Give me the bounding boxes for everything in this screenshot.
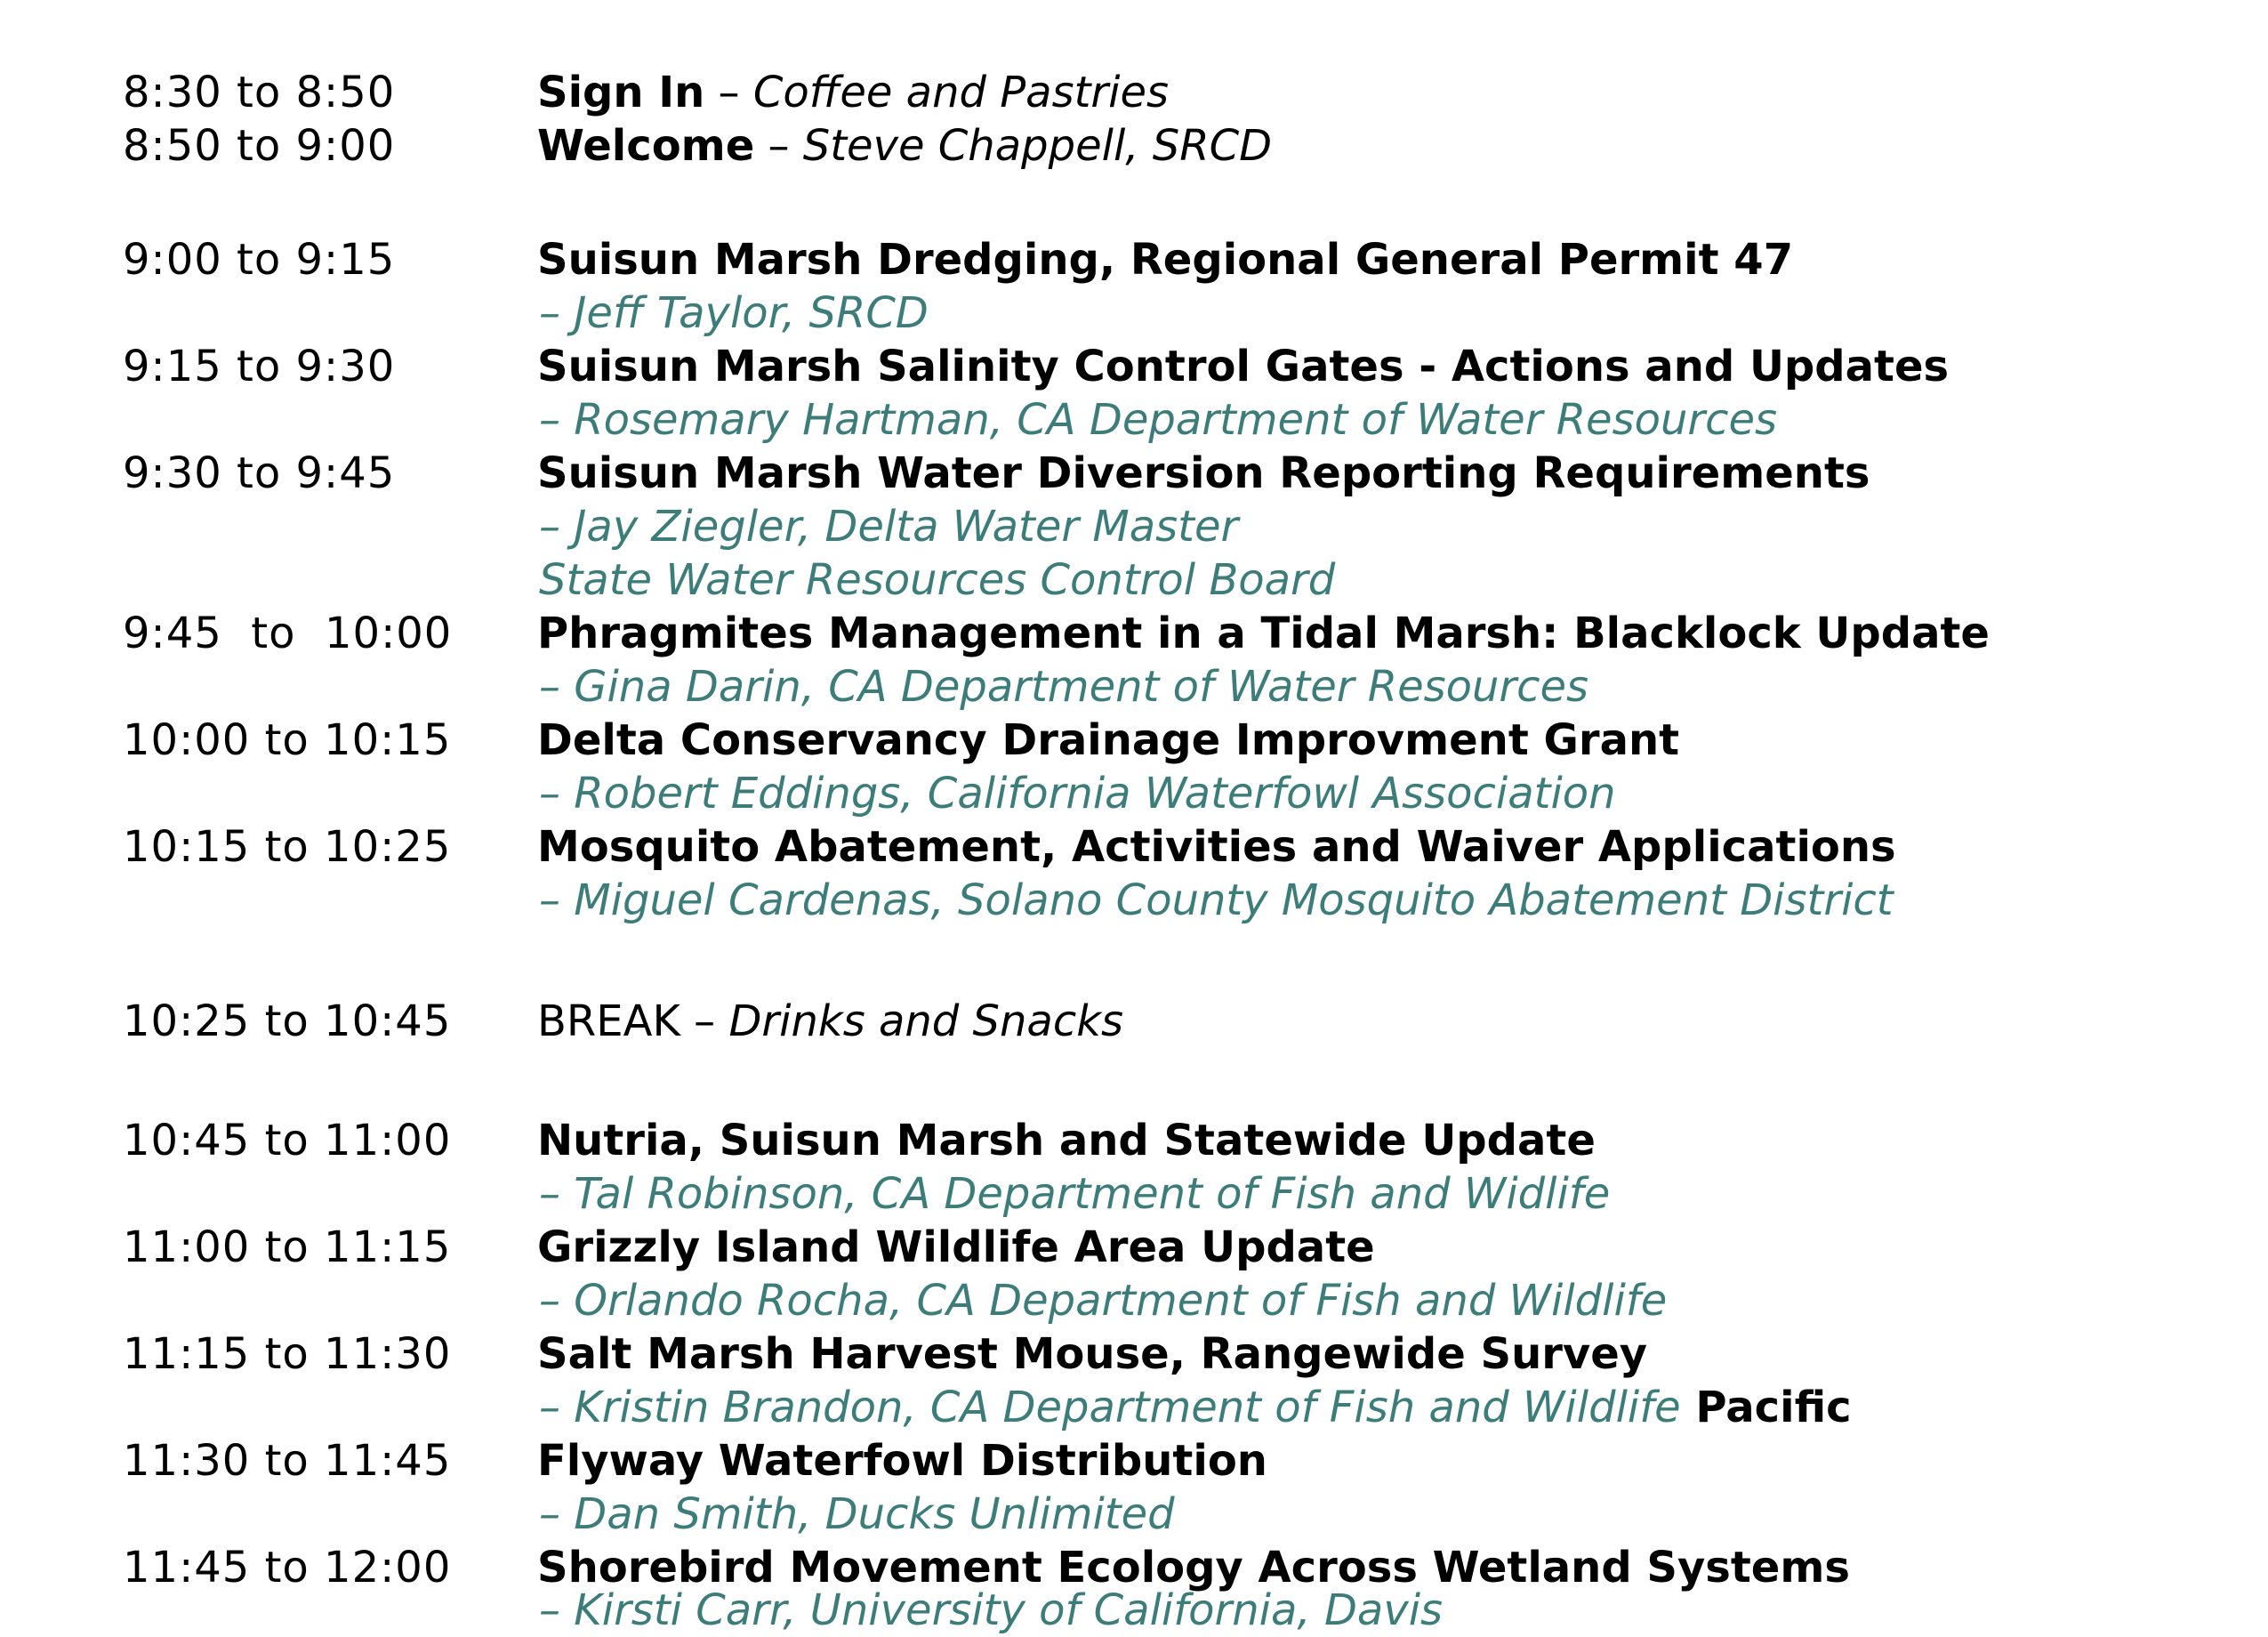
agenda-item-drainage xyxy=(0,714,2268,767)
speaker-name: – Kirsti Carr, University of California, Davis xyxy=(539,1585,1444,1635)
time-slot: 9:00 to 9:15 xyxy=(123,235,396,285)
session-title: Salt Marsh Harvest Mouse, Rangewide Survey xyxy=(537,1329,1648,1379)
agenda-item-salinity xyxy=(0,340,2268,393)
speaker-name: – Robert Eddings, California Waterfowl Association xyxy=(539,769,1616,818)
agenda-speaker-dredging xyxy=(0,286,2268,340)
session-title: Flyway Waterfowl Distribution xyxy=(537,1436,1267,1486)
agenda-speaker-salinity xyxy=(0,393,2268,447)
agenda-speaker-diversion-affiliation xyxy=(0,553,2268,607)
speaker-name: – Rosemary Hartman, CA Department of Water Resources xyxy=(539,395,1778,445)
separator: – xyxy=(680,996,729,1046)
agenda-speaker-flyway xyxy=(0,1488,2268,1541)
time-slot: 11:15 to 11:30 xyxy=(123,1329,452,1379)
session-title: BREAK xyxy=(537,996,680,1046)
time-slot: 10:25 to 10:45 xyxy=(123,996,452,1046)
agenda-speaker-phragmites xyxy=(0,660,2268,714)
speaker-name: – Jay Ziegler, Delta Water Master xyxy=(539,502,1239,552)
speaker-name: – Jeff Taylor, SRCD xyxy=(539,288,929,338)
session-line xyxy=(537,66,1169,119)
agenda-item-phragmites xyxy=(0,607,2268,660)
session-detail: Coffee and Pastries xyxy=(752,68,1170,117)
speaker-name: – Kristin Brandon, CA Department of Fish and Wildlife xyxy=(539,1383,1681,1432)
agenda-item-nutria xyxy=(0,1114,2268,1167)
agenda-speaker-nutria xyxy=(0,1167,2268,1221)
time-slot: 9:45 to 10:00 xyxy=(123,609,453,658)
time-slot: 9:15 to 9:30 xyxy=(123,342,396,391)
session-title: Grizzly Island Wildlife Area Update xyxy=(537,1222,1375,1272)
agenda-item-signin xyxy=(0,66,2268,119)
time-slot: 8:30 to 8:50 xyxy=(123,68,396,117)
speaker-name: – Tal Robinson, CA Department of Fish and Widlife xyxy=(539,1169,1611,1219)
session-title: Welcome xyxy=(537,121,755,171)
time-slot: 11:30 to 11:45 xyxy=(123,1436,452,1486)
session-title: Mosquito Abatement, Activities and Waiver Applications xyxy=(537,822,1896,872)
time-slot: 8:50 to 9:00 xyxy=(123,121,396,171)
speaker-line xyxy=(539,1381,1852,1434)
session-title: Shorebird Movement Ecology Across Wetland Systems xyxy=(537,1543,1850,1593)
agenda-item-mouse xyxy=(0,1327,2268,1381)
agenda-item-diversion xyxy=(0,447,2268,500)
separator: – xyxy=(704,68,753,117)
agenda-speaker-grizzly xyxy=(0,1274,2268,1327)
separator: – xyxy=(754,121,803,171)
session-title: Phragmites Management in a Tidal Marsh: Blacklock Update xyxy=(537,609,1990,658)
agenda-speaker-shorebird xyxy=(0,1584,2268,1635)
speaker-name: – Orlando Rocha, CA Department of Fish and Wildlife xyxy=(539,1276,1668,1326)
session-line xyxy=(537,995,1123,1048)
session-title: Suisun Marsh Dredging, Regional General Permit 47 xyxy=(537,235,1794,285)
agenda-item-mosquito xyxy=(0,820,2268,874)
session-title: Suisun Marsh Salinity Control Gates - Actions and Updates xyxy=(537,342,1950,391)
session-title: Delta Conservancy Drainage Improvment Grant xyxy=(537,715,1680,765)
trailing-text: Pacific xyxy=(1680,1383,1852,1432)
time-slot: 9:30 to 9:45 xyxy=(123,448,396,498)
agenda-item-flyway xyxy=(0,1434,2268,1488)
time-slot: 10:00 to 10:15 xyxy=(123,715,452,765)
agenda-item-grizzly xyxy=(0,1221,2268,1274)
speaker-affiliation: State Water Resources Control Board xyxy=(539,555,1336,605)
session-detail: Steve Chappell, SRCD xyxy=(802,121,1273,171)
speaker-name: – Dan Smith, Ducks Unlimited xyxy=(539,1489,1175,1539)
time-slot: 11:45 to 12:00 xyxy=(123,1543,452,1593)
session-line xyxy=(537,119,1272,173)
speaker-name: – Gina Darin, CA Department of Water Resources xyxy=(539,662,1589,712)
agenda-speaker-mosquito xyxy=(0,874,2268,927)
agenda-speaker-drainage xyxy=(0,767,2268,820)
time-slot: 11:00 to 11:15 xyxy=(123,1222,452,1272)
speaker-name: – Miguel Cardenas, Solano County Mosquito Abatement District xyxy=(539,875,1894,925)
session-title: Suisun Marsh Water Diversion Reporting Requirements xyxy=(537,448,1870,498)
agenda-item-welcome xyxy=(0,119,2268,173)
time-slot: 10:45 to 11:00 xyxy=(123,1116,452,1165)
agenda-speaker-mouse xyxy=(0,1381,2268,1434)
session-title: Sign In xyxy=(537,68,705,117)
session-title: Nutria, Suisun Marsh and Statewide Update xyxy=(537,1116,1596,1165)
time-slot: 10:15 to 10:25 xyxy=(123,822,452,872)
session-detail: Drinks and Snacks xyxy=(728,996,1124,1046)
agenda-item-break xyxy=(0,995,2268,1048)
agenda-speaker-diversion xyxy=(0,500,2268,553)
agenda-item-dredging xyxy=(0,233,2268,286)
